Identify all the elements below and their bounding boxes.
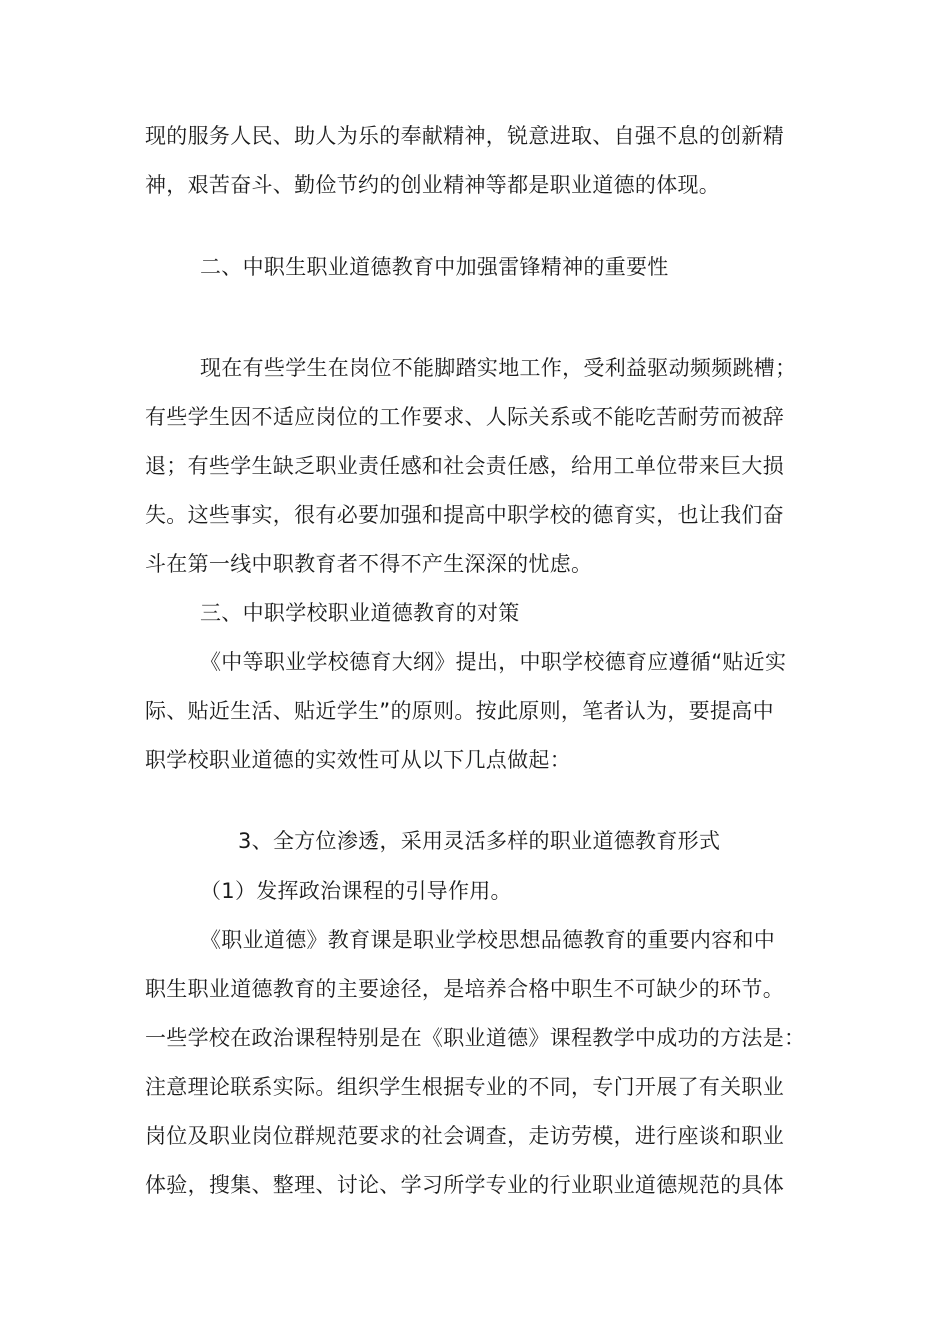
paragraph-line: 职生职业道德教育的主要途径，是培养合格中职生不可缺少的环节。 <box>145 977 784 1001</box>
paragraph-line: 一些学校在政治课程特别是在《职业道德》课程教学中成功的方法是： <box>145 1026 806 1050</box>
paragraph-line: 现在有些学生在岗位不能脚踏实地工作，受利益驱动频频跳槽； <box>200 356 797 380</box>
paragraph-line: 注意理论联系实际。组织学生根据专业的不同，专门开展了有关职业 <box>145 1075 784 1099</box>
paragraph-line: 现的服务人民、助人为乐的奉献精神，锐意进取、自强不息的创新精 <box>145 124 784 148</box>
section-heading: 三、中职学校职业道德教育的对策 <box>200 601 520 625</box>
paragraph-line: 有些学生因不适应岗位的工作要求、人际关系或不能吃苦耐劳而被辞 <box>145 405 784 429</box>
paragraph-line: 职学校职业道德的实效性可从以下几点做起： <box>145 748 571 772</box>
paragraph-line: 际、贴近生活、贴近学生”的原则。按此原则，笔者认为，要提高中 <box>145 699 774 723</box>
paragraph-line: 神，艰苦奋斗、勤俭节约的创业精神等都是职业道德的体现。 <box>145 173 721 197</box>
subsection-item: （1）发挥政治课程的引导作用。 <box>200 879 512 903</box>
paragraph-line: 斗在第一线中职教育者不得不产生深深的忧虑。 <box>145 552 593 576</box>
paragraph-line: 《中等职业学校德育大纲》提出，中职学校德育应遵循“贴近实 <box>200 650 787 674</box>
paragraph-line: 退；有些学生缺乏职业责任感和社会责任感，给用工单位带来巨大损 <box>145 454 784 478</box>
section-heading: 二、中职生职业道德教育中加强雷锋精神的重要性 <box>200 255 669 279</box>
paragraph-line: 体验，搜集、整理、讨论、学习所学专业的行业职业道德规范的具体 <box>145 1173 784 1197</box>
paragraph-line: 失。这些事实，很有必要加强和提高中职学校的德育实，也让我们奋 <box>145 503 784 527</box>
paragraph-line: 岗位及职业岗位群规范要求的社会调查，走访劳模，进行座谈和职业 <box>145 1124 784 1148</box>
paragraph-line: 《职业道德》教育课是职业学校思想品德教育的重要内容和中 <box>200 928 776 952</box>
subsection-heading: 3、全方位渗透，采用灵活多样的职业道德教育形式 <box>238 829 721 853</box>
